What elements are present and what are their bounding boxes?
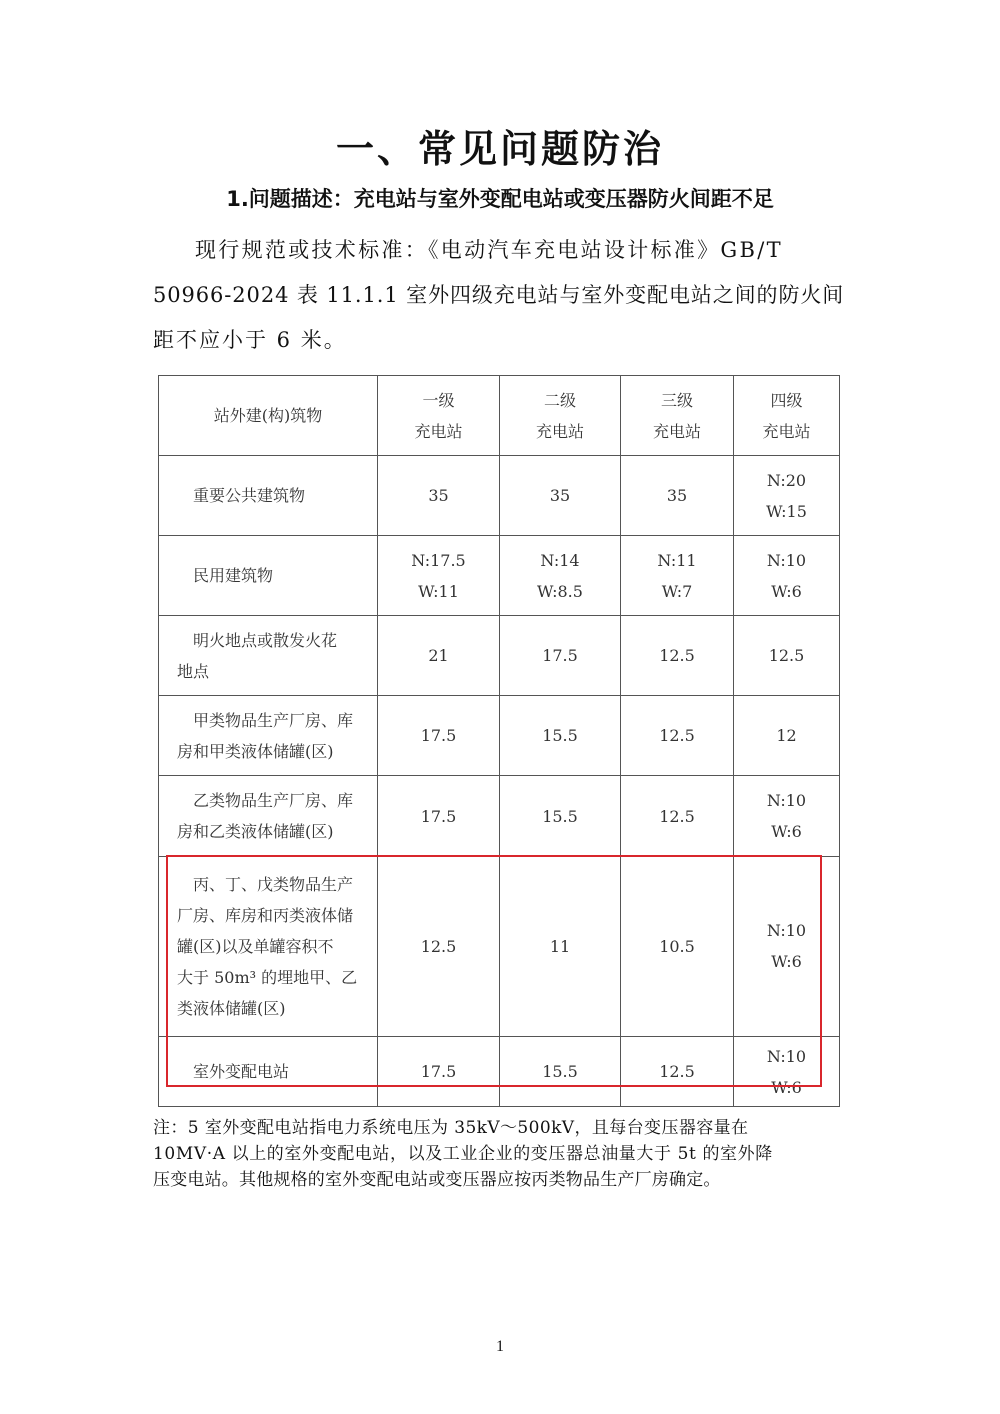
page-title: 一、常见问题防治 — [335, 127, 664, 171]
distance-cell-level-4: 12.5 — [734, 616, 840, 696]
header-level-4: 四级 充电站 — [734, 376, 840, 456]
distance-cell-level-3: N:11 W:7 — [621, 536, 734, 616]
table-row — [159, 616, 840, 696]
distance-cell-level-2: N:14 W:8.5 — [500, 536, 621, 616]
distance-cell-level-4: N:10 W:6 — [734, 776, 840, 856]
row-building-name: 民用建筑物 — [159, 536, 378, 616]
row-building-name: 重要公共建筑物 — [159, 456, 378, 536]
distance-cell-level-1: 17.5 — [378, 1037, 500, 1107]
note-line: 压变电站。其他规格的室外变配电站或变压器应按丙类物品生产厂房确定。 — [153, 1170, 721, 1190]
distance-cell-level-2: 15.5 — [500, 1037, 621, 1107]
table-header-row — [159, 376, 840, 456]
standard-paragraph — [153, 228, 858, 363]
row-building-name: 室外变配电站 — [159, 1037, 378, 1107]
distance-cell-level-1: 12.5 — [378, 856, 500, 1036]
distance-cell-level-4: N:10 W:6 — [734, 536, 840, 616]
note-line: 注：5 室外变配电站指电力系统电压为 35kV～500kV，且每台变压器容量在 — [153, 1118, 749, 1138]
header-building-column: 站外建(构)筑物 — [159, 376, 378, 456]
distance-cell-level-3: 35 — [621, 456, 734, 536]
distance-cell-level-4: 12 — [734, 696, 840, 776]
distance-cell-level-2: 11 — [500, 856, 621, 1036]
header-level-2: 二级 充电站 — [500, 376, 621, 456]
row-building-name: 明火地点或散发火花 地点 — [159, 616, 378, 696]
table-row — [159, 536, 840, 616]
note-line: 10MV·A 以上的室外变配电站，以及工业企业的变压器总油量大于 5t 的室外降 — [153, 1144, 773, 1164]
table-note — [153, 1115, 853, 1193]
page-number: 1 — [496, 1338, 504, 1355]
table-row — [159, 776, 840, 856]
distance-cell-level-1: 35 — [378, 456, 500, 536]
header-level-3: 三级 充电站 — [621, 376, 734, 456]
header-level-1: 一级 充电站 — [378, 376, 500, 456]
distance-cell-level-2: 15.5 — [500, 696, 621, 776]
distance-cell-level-3: 12.5 — [621, 776, 734, 856]
distance-cell-level-4: N:10 W:6 — [734, 856, 840, 1036]
paragraph-line: 现行规范或技术标准：《电动汽车充电站设计标准》GB/T — [195, 238, 783, 262]
distance-cell-level-4: N:20 W:15 — [734, 456, 840, 536]
row-building-name: 乙类物品生产厂房、库 房和乙类液体储罐(区) — [159, 776, 378, 856]
distance-cell-level-3: 12.5 — [621, 616, 734, 696]
distance-cell-level-2: 15.5 — [500, 776, 621, 856]
row-building-name: 甲类物品生产厂房、库 房和甲类液体储罐(区) — [159, 696, 378, 776]
distance-cell-level-4: N:10 W:6 — [734, 1037, 840, 1107]
table-row — [159, 856, 840, 1036]
distance-cell-level-2: 17.5 — [500, 616, 621, 696]
distance-cell-level-3: 12.5 — [621, 696, 734, 776]
problem-subtitle: 1.问题描述：充电站与室外变配电站或变压器防火间距不足 — [226, 187, 774, 211]
distance-cell-level-1: 17.5 — [378, 696, 500, 776]
table-row — [159, 1037, 840, 1107]
distance-cell-level-2: 35 — [500, 456, 621, 536]
fire-distance-table — [158, 375, 840, 1107]
paragraph-line: 距不应小于 6 米。 — [153, 328, 347, 352]
distance-cell-level-1: 21 — [378, 616, 500, 696]
table-row — [159, 456, 840, 536]
distance-cell-level-3: 10.5 — [621, 856, 734, 1036]
row-building-name: 丙、丁、戊类物品生产 厂房、库房和丙类液体储 罐(区)以及单罐容积不 大于 50m³ 的埋地甲、乙 类液体储罐(区) — [159, 856, 378, 1036]
distance-cell-level-1: 17.5 — [378, 776, 500, 856]
paragraph-line: 50966-2024 表 11.1.1 室外四级充电站与室外变配电站之间的防火间 — [153, 283, 845, 307]
distance-cell-level-3: 12.5 — [621, 1037, 734, 1107]
table-row — [159, 696, 840, 776]
distance-cell-level-1: N:17.5 W:11 — [378, 536, 500, 616]
